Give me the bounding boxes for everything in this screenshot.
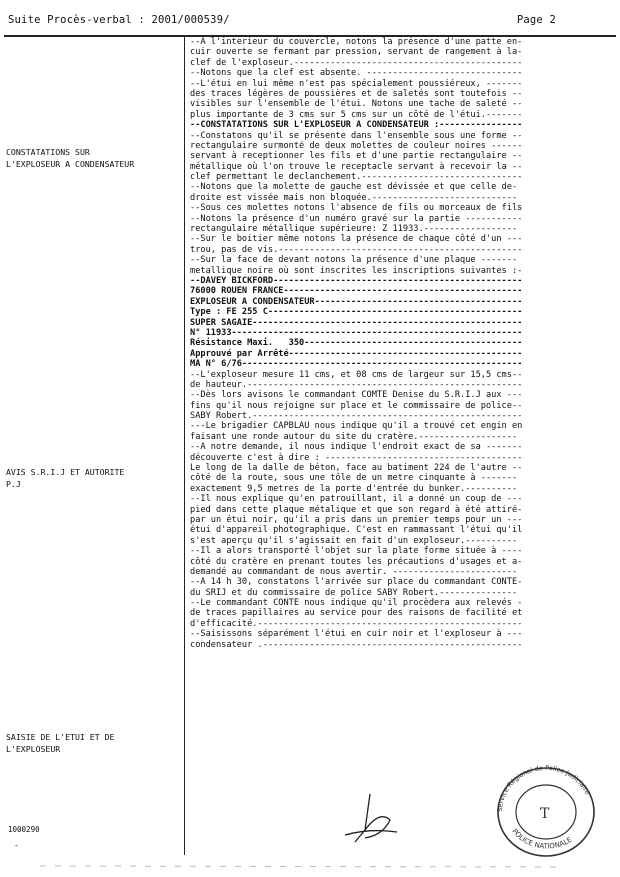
body-line: s'est aperçu qu'il s'agissait en fait d'un exploseur.---------- [190, 535, 518, 546]
body-line: par un étui noir, qu'il a pris dans un premier temps pour un --- [190, 514, 523, 525]
stamp-arc-text: Service Régional de Police Judiciaire [495, 763, 592, 813]
page-header-title: Suite Procès-verbal : 2001/000539/ [8, 14, 230, 26]
body-line: servant à receptionner les fils et d'une partie rectangulaire -- [190, 151, 523, 162]
margin-note-saisie: SAISIE DE L'ETUI ET DE L'EXPLOSEUR [6, 732, 115, 755]
body-line: --Il a alors transporté l'objet sur la plate forme située à ---- [190, 546, 523, 557]
report-body [190, 37, 600, 650]
body-line: --Notons que la clef est absente. ------------------------------ [190, 68, 523, 79]
body-line: pied dans cette plaque métalique et que son regard à été attiré- [190, 504, 523, 515]
stamp-center-mark: T [540, 806, 550, 822]
body-line: --A l'interieur du couvercle, notons la présence d'une patte en- [190, 37, 523, 47]
document-number: 1000290 [8, 825, 40, 834]
svg-text:Service Régional de Police Jud [496, 764, 592, 812]
body-line: droite est vissée mais non bloquée.---------------------------- [190, 192, 518, 203]
body-line: metallique noire où sont inscrites les inscriptions suivantes :- [190, 265, 523, 276]
police-stamp [490, 760, 602, 858]
stamp-bottom-text: POLICE NATIONALE [510, 827, 574, 851]
body-line: condensateur .-------------------------------------------------- [190, 639, 523, 650]
body-line: EXPLOSEUR A CONDENSATEUR---------------------------------------- [190, 296, 523, 307]
body-line: des traces légères de poussières et de saletés sont toutefois -- [190, 88, 523, 99]
body-line: --L'étui en lui même n'est pas spécialement poussiéreux, ------- [190, 78, 523, 89]
column-divider [184, 35, 185, 855]
body-line: ---Le brigadier CAPBLAU nous indique qu'il a trouvé cet engin en [190, 421, 523, 432]
body-line: SUPER SAGAIE---------------------------------------------------- [190, 317, 523, 328]
body-line: SABY Robert.---------------------------------------------------- [190, 411, 523, 422]
body-line: --Saisissons séparément l'étui en cuir noir et l'exploseur à --- [190, 629, 523, 640]
body-line: cuir ouverte se fermant par pression, servant de rangement à la- [190, 47, 523, 58]
body-line: Résistance Maxi. 350------------------------------------------ [190, 338, 523, 349]
body-line: --A 14 h 30, constatons l'arrivée sur place du commandant CONTE- [190, 577, 523, 588]
footer-mark: - [14, 841, 19, 850]
body-line: visibles sur l'ensemble de l'étui. Notons une tache de saleté -- [190, 99, 523, 110]
body-line: métallique où l'on trouve le receptacle servant à recevoir la -- [190, 161, 523, 172]
body-line: faisant une ronde autour du site du cratère.------------------- [190, 431, 518, 442]
body-line: étui d'appareil photographique. C'est en rammassant l'étui qu'il [190, 525, 523, 536]
body-line: du SRIJ et du commissaire de police SABY Robert.--------------- [190, 587, 518, 598]
body-line: --Dès lors avisons le commandant COMTE Denise du S.R.I.J aux --- [190, 390, 523, 401]
body-line: demandé au commandant de nous avertir. ------------------------ [190, 566, 518, 577]
body-line: --Le commandant CONTE nous indique qu'il procèdera aux relevés - [190, 598, 523, 609]
bottom-scan-noise [0, 862, 620, 872]
signature-mark [335, 790, 405, 850]
body-line: d'efficacité.--------------------------------------------------- [190, 618, 523, 629]
body-line: --Sur le boitier même notons la présence de chaque côté d'un --- [190, 234, 523, 245]
body-line: --Il nous explique qu'en patrouillant, il a donné un coup de --- [190, 494, 523, 505]
body-line: clef de l'exploseur.-------------------------------------------- [190, 57, 523, 68]
body-line: de traces papillaires au service pour des raisons de facilité et [190, 608, 523, 619]
body-line: fins qu'il nous rejoigne sur place et le commissaire de police-- [190, 400, 523, 411]
page-number: Page 2 [516, 14, 556, 26]
body-line: Approuvé par Arrêté--------------------------------------------- [190, 348, 523, 359]
margin-note-constatations: CONSTATATIONS SUR L'EXPLOSEUR A CONDENSATEUR [6, 147, 135, 170]
body-line: --Sur la face de devant notons la présence d'une plaque ------- [190, 255, 518, 266]
body-line: de hauteur.----------------------------------------------------- [190, 379, 523, 390]
body-line: --Constatons qu'il se présente dans l'ensemble sous une forme -- [190, 130, 523, 141]
body-line: --Notons la présence d'un numéro gravé sur la partie ----------- [190, 213, 523, 224]
body-line: --A notre demande, il nous indique l'endroit exact de sa ------- [190, 442, 523, 453]
body-line: rectangulaire surmonté de deux molettes de couleur noires ------ [190, 140, 523, 151]
body-line: --DAVEY BICKFORD------------------------------------------------ [190, 275, 523, 286]
body-line: --Notons que la molette de gauche est dévissée et que celle de- [190, 182, 518, 193]
body-line: côté du cratère en prenant toutes les précautions d'usages et a- [190, 556, 523, 567]
body-line: --CONSTATATIONS SUR L'EXPLOSEUR A CONDENSATEUR :---------------- [190, 120, 523, 131]
body-line: MA N° 6/76------------------------------------------------------ [190, 359, 523, 370]
body-line: plus importante de 3 cms sur 5 cms sur un côté de l'étui.------- [190, 109, 523, 120]
body-line: --L'exploseur mesure 11 cms, et 08 cms de largeur sur 15,5 cms-- [190, 369, 523, 380]
body-line: Le long de la dalle de béton, face au batiment 224 de l'autre -- [190, 463, 523, 474]
body-line: clef permettant le declanchement.------------------------------- [190, 172, 523, 183]
body-line: découverte c'est à dire : -------------------------------------- [190, 452, 523, 463]
body-line: exactement 9,5 metres de la porte d'entrée du bunker.---------- [190, 483, 518, 494]
body-line: rectangulaire métallique supérieure: Z 11933.------------------ [190, 224, 518, 235]
body-line: --Sous ces molettes notons l'absence de fils ou morceaux de fils [190, 203, 523, 214]
body-line: N° 11933-------------------------------------------------------- [190, 327, 523, 338]
body-line: côté de la route, sous une tôle de un metre cinquante à ------- [190, 473, 518, 484]
margin-note-avis: AVIS S.R.I.J ET AUTORITE P.J [6, 467, 125, 490]
body-line: Type : FE 255 C------------------------------------------------- [190, 307, 523, 318]
body-line: trou, pas de vis.----------------------------------------------- [190, 244, 523, 255]
body-line: 76000 ROUEN FRANCE---------------------------------------------- [190, 286, 523, 297]
